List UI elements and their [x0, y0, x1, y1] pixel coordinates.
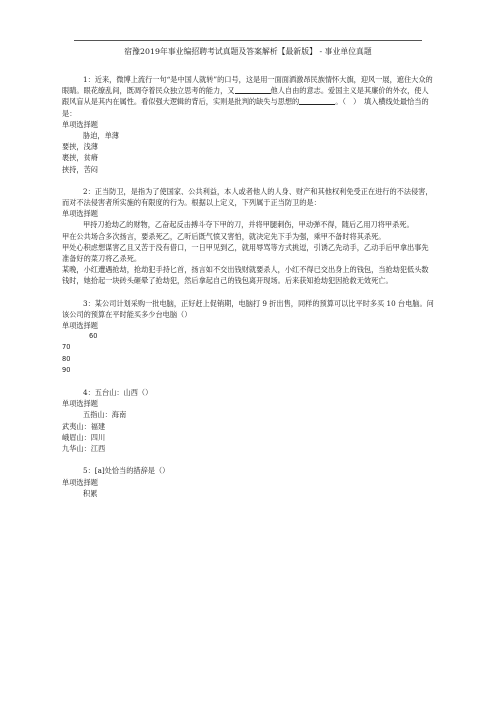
- question-3-type: 单项选择题: [62, 321, 98, 331]
- question-3-option: 90: [62, 365, 71, 374]
- question-3-option: 80: [62, 354, 71, 363]
- question-4-option: 五指山：海南: [83, 410, 127, 420]
- question-4-type: 单项选择题: [62, 399, 98, 409]
- question-5-type: 单项选择题: [62, 477, 98, 487]
- question-4-option: 九华山：江西: [62, 444, 106, 454]
- header-rule: [74, 40, 422, 41]
- page-title: 宿豫2019年事业编招聘考试真题及答案解析【最新版】 - 事业单位真题: [124, 47, 372, 56]
- question-4-option: 峨眉山：四川: [62, 432, 106, 442]
- question-3-option: 60: [89, 332, 98, 341]
- question-1-option: 裹挟，贫瘠: [62, 153, 98, 163]
- question-1-type: 单项选择题: [62, 119, 98, 129]
- question-4-option: 武夷山：福建: [62, 421, 106, 431]
- question-2-option: 某晚，小红遭遇抢劫，抢劫犯手持匕首，扬言如不交出钱财就要杀人，小红不得已交出身上的钱包，当抢劫犯低头数钱时，她拾起一块砖头砸晕了抢劫犯，然后拿起自己的钱包离开现场。后来获知抢劫犯因抢救无效死亡。: [62, 265, 429, 286]
- question-4-text: 4：五台山：山西（）: [83, 388, 153, 398]
- question-5-text: 5：[a]处恰当的措辞是（）: [83, 466, 170, 476]
- fill-blank-1: [235, 86, 271, 94]
- question-2-option: 甲持刀抢劫乙的财物，乙奋起反击搏斗夺下甲的刀，并将甲腿刺伤，甲动弹不得，随后乙用刀将甲杀死。: [83, 220, 414, 230]
- question-2-type: 单项选择题: [62, 209, 98, 219]
- question-1-option: 要挟，浅薄: [62, 142, 98, 152]
- question-1-option: 挟持，苦闷: [62, 164, 98, 174]
- question-2-option: 甲处心积虑想谋害乙且又苦于没有借口，一日甲见到乙，就用辱骂等方式挑逗，引诱乙先动手，乙动手后甲拿出事先准备好的菜刀将乙杀死。: [62, 242, 429, 264]
- question-2-option: 甲在公共场合多次扬言，要杀死乙，乙听后既气愤又害怕，就决定先下手为强，乘甲不备时将其杀死。: [62, 231, 386, 241]
- question-5-option: 积累: [83, 488, 98, 498]
- fill-blank-2: [299, 97, 335, 105]
- question-2-text: 2：正当防卫，是指为了使国家、公共利益，本人或者他人的人身、财产和其他权利免受正在进行的不法侵害，而对不法侵害者所实施的有限度的行为。根据以上定义，下列属于正当防卫的是：: [62, 186, 433, 208]
- question-3-option: 70: [62, 343, 71, 352]
- question-1-text: 1：近来，微博上流行一句“是中国人就转”的口号，这是用一面面洒激昂民族情怀大旗，迎风一展，遮住大众的眼睛。眼花缭乱间，既凋夺着民众独立思考的能力，又 他人自由的意志。爱国主义是其廉价的外衣，使人跟风盲从是其内在属性。看似强大逻辑的背后，实则是批判的缺失与思想的 。（ ） 填入横线处最恰当的是：: [62, 75, 433, 118]
- document-body: [62, 74, 434, 499]
- question-3-text: 3：某公司计划采购一批电脑，正好赶上促销期，电脑打 9 折出售，同样的预算可以比平时多买 10 台电脑。问该公司的预算在平时能买多少台电脑（）: [62, 298, 434, 319]
- question-1-option: 胁迫，单薄: [83, 131, 119, 141]
